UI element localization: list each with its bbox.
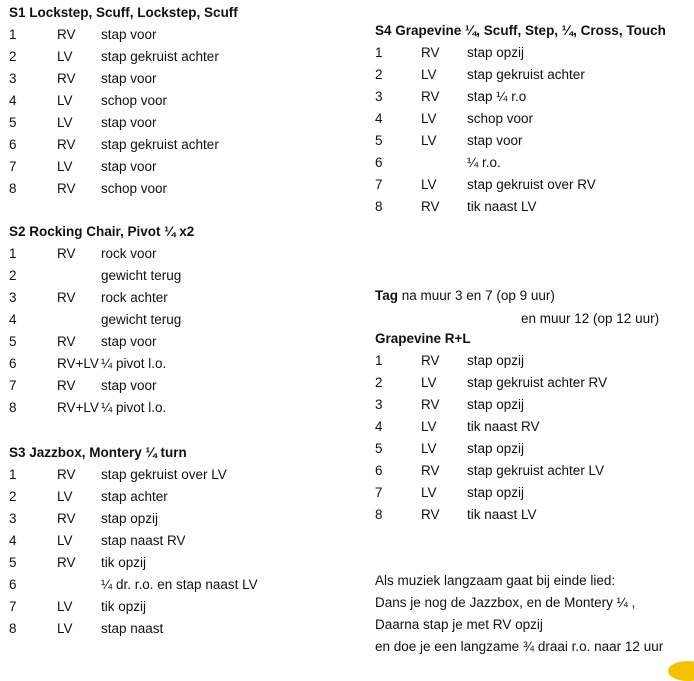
step-number: 4 [375, 419, 383, 434]
step-text: gewicht terug [101, 268, 182, 283]
step-text: ¼ pivot l.o. [101, 356, 167, 371]
note-line: en doe je een langzame ¾ draai r.o. naar 12 uur [375, 639, 664, 654]
step-number: 3 [375, 89, 383, 104]
step-foot: LV [57, 489, 73, 504]
step-row [9, 508, 339, 530]
step-foot: LV [57, 93, 73, 108]
step-list [375, 350, 690, 526]
step-text: schop voor [467, 111, 534, 126]
step-foot: RV [57, 378, 76, 393]
step-foot: RV [421, 199, 440, 214]
step-text: stap voor [101, 159, 157, 174]
step-text: stap gekruist over LV [101, 467, 227, 482]
step-foot: LV [421, 67, 437, 82]
step-row [9, 46, 339, 68]
step-number: 8 [375, 199, 383, 214]
step-foot: RV+LV [57, 356, 99, 371]
step-number: 6 [375, 155, 383, 170]
step-number: 6 [9, 137, 17, 152]
step-row [375, 438, 690, 460]
step-row [9, 574, 339, 596]
step-foot: LV [421, 111, 437, 126]
step-number: 4 [9, 93, 17, 108]
step-row [375, 196, 690, 218]
step-foot: LV [421, 485, 437, 500]
tag-label: Tag [375, 288, 398, 303]
step-text: stap naast RV [101, 533, 186, 548]
step-number: 5 [9, 334, 17, 349]
section-grapevine [375, 328, 690, 526]
step-foot: RV [57, 511, 76, 526]
step-foot: RV [57, 27, 76, 42]
step-row [375, 504, 690, 526]
step-number: 3 [9, 511, 17, 526]
step-text: stap opzij [467, 45, 525, 60]
step-number: 2 [9, 268, 17, 283]
step-number: 7 [375, 177, 383, 192]
tag-line [375, 285, 555, 307]
step-foot: LV [57, 49, 73, 64]
step-foot: LV [421, 133, 437, 148]
step-text: stap achter [101, 489, 168, 504]
step-text: stap voor [467, 133, 523, 148]
step-text: stap opzij [467, 441, 525, 456]
step-row [9, 178, 339, 200]
step-foot: RV [421, 397, 440, 412]
note-line: Dans je nog de Jazzbox, en de Montery ¼ , [375, 595, 636, 610]
step-list [9, 243, 339, 419]
decorative-corner-shape [668, 661, 694, 681]
step-text: tik naast RV [467, 419, 540, 434]
step-text: stap gekruist achter RV [467, 375, 608, 390]
step-number: 1 [375, 45, 383, 60]
step-text: tik naast LV [467, 199, 537, 214]
step-foot: LV [57, 115, 73, 130]
step-foot: RV [57, 137, 76, 152]
section-title: S3 Jazzbox, Montery ¼ turn [9, 445, 187, 460]
step-foot: RV [57, 71, 76, 86]
step-foot: RV [57, 334, 76, 349]
step-text: schop voor [101, 93, 168, 108]
step-number: 2 [375, 375, 383, 390]
step-row [375, 460, 690, 482]
step-row [9, 287, 339, 309]
step-number: 8 [9, 400, 17, 415]
step-row [375, 130, 690, 152]
step-text: stap ¼ r.o [467, 89, 527, 104]
step-foot: RV [57, 555, 76, 570]
step-row [9, 243, 339, 265]
note-line: Als muziek langzaam gaat bij einde lied: [375, 573, 616, 588]
step-foot: RV [421, 507, 440, 522]
step-text: stap voor [101, 71, 157, 86]
step-list [375, 42, 690, 218]
step-number: 2 [375, 67, 383, 82]
step-number: 6 [9, 356, 17, 371]
step-row [9, 486, 339, 508]
step-number: 1 [375, 353, 383, 368]
step-foot: LV [421, 177, 437, 192]
step-row [9, 309, 339, 331]
step-row [9, 353, 339, 375]
step-row [9, 530, 339, 552]
step-text: rock achter [101, 290, 168, 305]
step-foot: LV [421, 419, 437, 434]
step-text: rock voor [101, 246, 157, 261]
step-foot: RV [421, 463, 440, 478]
step-row [375, 482, 690, 504]
step-number: 4 [9, 533, 17, 548]
step-number: 1 [9, 27, 17, 42]
step-number: 7 [9, 599, 17, 614]
step-foot: RV [421, 45, 440, 60]
step-number: 7 [9, 378, 17, 393]
step-text: stap gekruist achter [101, 137, 219, 152]
step-text: ¼ r.o. [467, 155, 501, 170]
step-number: 7 [375, 485, 383, 500]
step-row [9, 397, 339, 419]
step-text: ¼ dr. r.o. en stap naast LV [101, 577, 258, 592]
step-text: stap gekruist over RV [467, 177, 596, 192]
step-row [9, 90, 339, 112]
step-row [9, 134, 339, 156]
step-foot: LV [421, 375, 437, 390]
step-text: gewicht terug [101, 312, 182, 327]
section-s4 [375, 20, 690, 218]
step-foot: LV [57, 533, 73, 548]
step-row [9, 24, 339, 46]
step-foot: LV [57, 621, 73, 636]
step-text: stap voor [101, 27, 157, 42]
step-number: 3 [375, 397, 383, 412]
step-text: stap opzij [467, 397, 525, 412]
step-row [9, 156, 339, 178]
step-list [9, 464, 339, 640]
step-number: 8 [9, 181, 17, 196]
step-row [375, 174, 690, 196]
step-text: stap voor [101, 115, 157, 130]
step-foot: RV+LV [57, 400, 99, 415]
step-number: 3 [9, 71, 17, 86]
step-foot: RV [421, 89, 440, 104]
step-text: stap opzij [101, 511, 159, 526]
step-number: 2 [9, 489, 17, 504]
section-title: S1 Lockstep, Scuff, Lockstep, Scuff [9, 5, 238, 20]
section-s1 [9, 2, 339, 200]
step-row [9, 112, 339, 134]
step-number: 2 [9, 49, 17, 64]
step-row [375, 394, 690, 416]
step-text: tik opzij [101, 555, 147, 570]
step-foot: RV [421, 353, 440, 368]
step-text: stap voor [101, 378, 157, 393]
step-text: stap opzij [467, 353, 525, 368]
section-title: Grapevine R+L [375, 331, 471, 346]
step-row [9, 552, 339, 574]
step-number: 5 [9, 555, 17, 570]
step-number: 6 [375, 463, 383, 478]
section-title: S4 Grapevine ¼, Scuff, Step, ¼, Cross, Touch [375, 23, 666, 38]
step-number: 5 [375, 133, 383, 148]
step-number: 8 [375, 507, 383, 522]
step-row [9, 375, 339, 397]
step-text: stap gekruist achter [101, 49, 219, 64]
step-row [375, 416, 690, 438]
note-line: Daarna stap je met RV opzij [375, 617, 543, 632]
step-row [9, 464, 339, 486]
step-foot: RV [57, 290, 76, 305]
step-text: stap naast [101, 621, 164, 636]
step-row [9, 618, 339, 640]
step-row [9, 331, 339, 353]
step-foot: LV [57, 159, 73, 174]
step-row [9, 596, 339, 618]
step-number: 5 [375, 441, 383, 456]
step-list [9, 24, 339, 200]
step-text: stap opzij [467, 485, 525, 500]
step-row [375, 108, 690, 130]
step-row [375, 86, 690, 108]
step-row [375, 372, 690, 394]
tag-line-2: en muur 12 (op 12 uur) [521, 311, 660, 326]
step-number: 3 [9, 290, 17, 305]
step-number: 7 [9, 159, 17, 174]
step-number: 1 [9, 246, 17, 261]
section-s3 [9, 442, 339, 640]
step-text: stap gekruist achter [467, 67, 585, 82]
step-row [375, 42, 690, 64]
step-row [9, 68, 339, 90]
step-text: ¼ pivot l.o. [101, 400, 167, 415]
step-number: 8 [9, 621, 17, 636]
closing-note [375, 570, 690, 658]
step-number: 4 [9, 312, 17, 327]
step-text: tik naast LV [467, 507, 537, 522]
step-number: 6 [9, 577, 17, 592]
step-foot: LV [421, 441, 437, 456]
step-foot: LV [57, 599, 73, 614]
step-text: schop voor [101, 181, 168, 196]
step-row [375, 350, 690, 372]
step-foot: RV [57, 467, 76, 482]
step-row [9, 265, 339, 287]
step-row [375, 152, 690, 174]
step-number: 4 [375, 111, 383, 126]
step-text: stap voor [101, 334, 157, 349]
section-title: S2 Rocking Chair, Pivot ¼ x2 [9, 224, 195, 239]
step-number: 5 [9, 115, 17, 130]
step-foot: RV [57, 181, 76, 196]
step-text: tik opzij [101, 599, 147, 614]
step-row [375, 64, 690, 86]
step-foot: RV [57, 246, 76, 261]
step-text: stap gekruist achter LV [467, 463, 605, 478]
step-number: 1 [9, 467, 17, 482]
tag-text-1: na muur 3 en 7 (op 9 uur) [401, 288, 555, 303]
section-s2 [9, 221, 339, 419]
